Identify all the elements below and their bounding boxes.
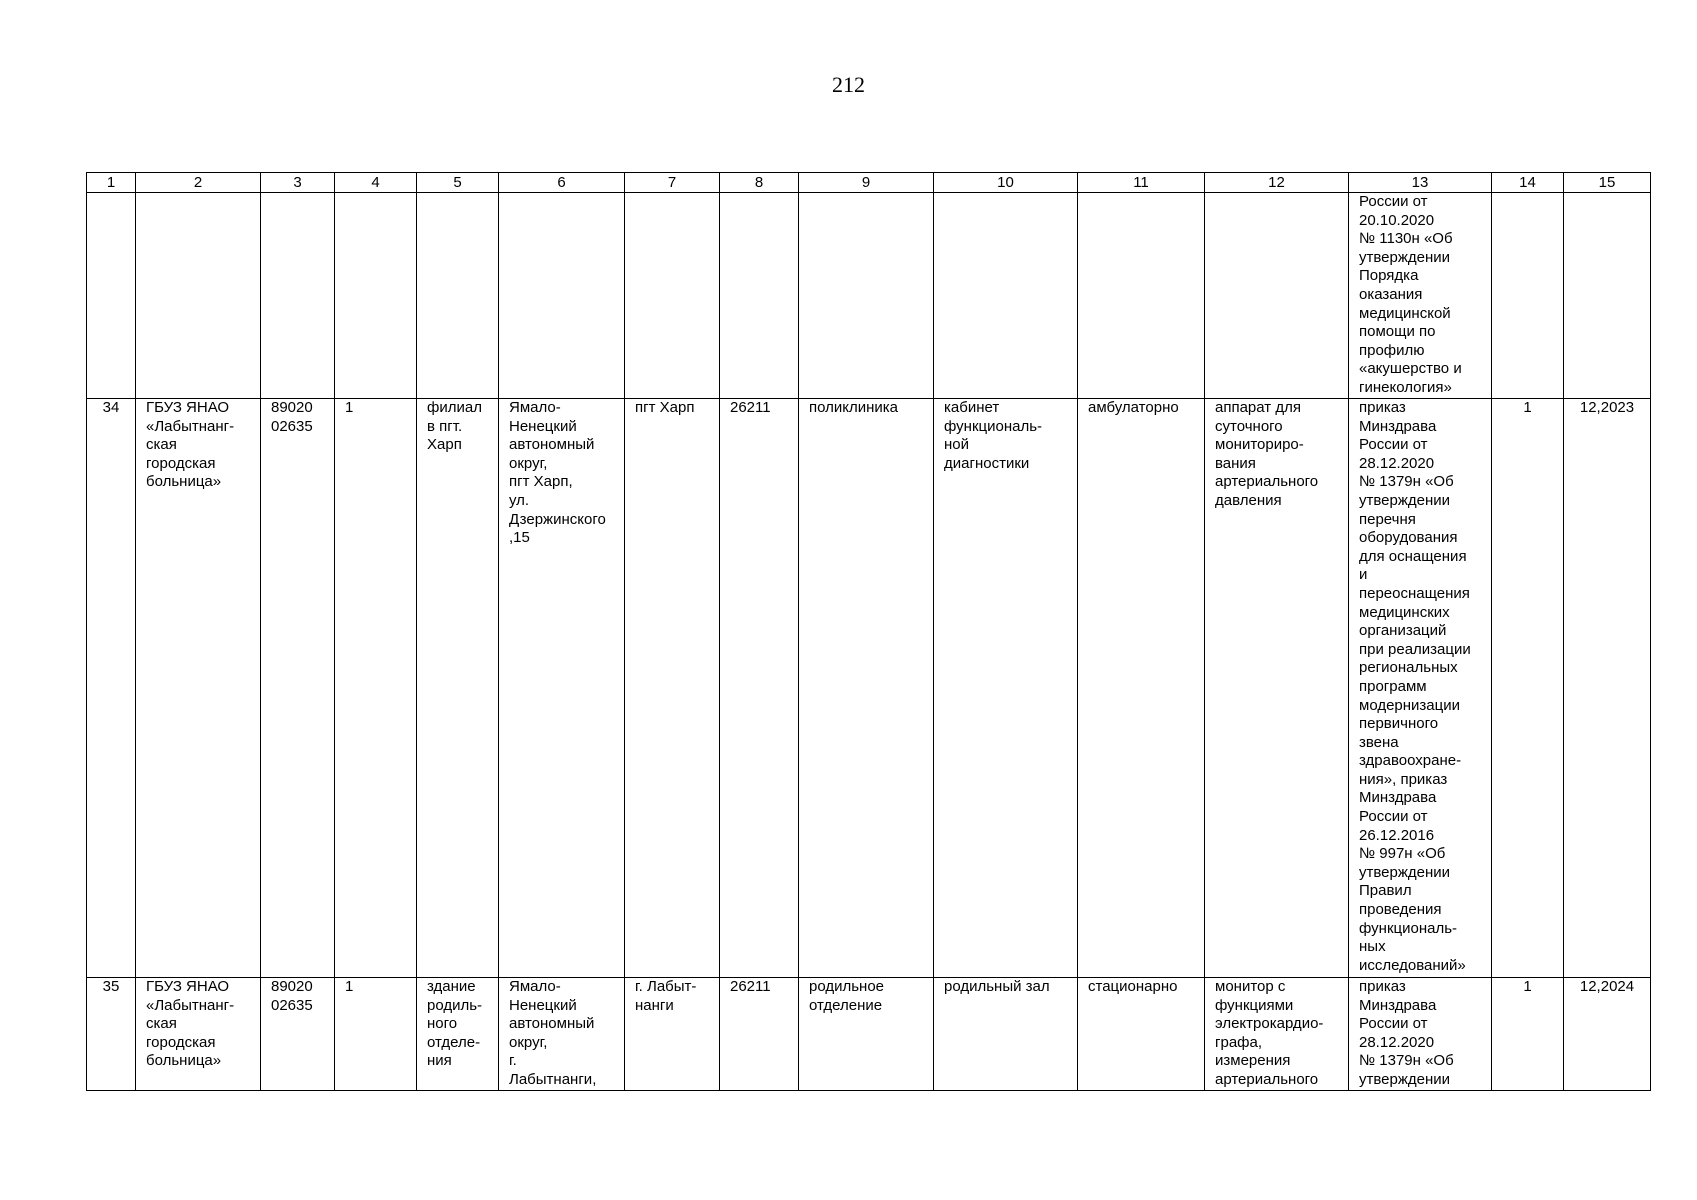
code-cell: 89020 02635 xyxy=(261,399,335,978)
table-cell: 26211 xyxy=(720,399,799,978)
column-number-row xyxy=(87,173,1651,193)
quantity-cell: 1 xyxy=(1492,978,1564,1091)
column-number: 6 xyxy=(499,173,625,193)
building-cell: филиал в пгт. Харп xyxy=(417,399,499,978)
column-number: 15 xyxy=(1564,173,1651,193)
building-cell: здание родиль- ного отделе- ния xyxy=(417,978,499,1091)
table-cell xyxy=(1492,193,1564,399)
department-cell: родильное отделение xyxy=(799,978,934,1091)
legal-basis-cell: приказ Минздрава России от 28.12.2020 № 1379н «Об утверждении перечня оборудования для оснащения и переоснащения медицинских организаций при реализации региональных программ модернизации первичного звена здравоохране- ния», приказ Минздрава России от 26.12.2016 № 997н «Об утверждении Правил проведения функциональ- ных исследований» xyxy=(1349,399,1492,978)
column-number: 5 xyxy=(417,173,499,193)
code-cell: 89020 02635 xyxy=(261,978,335,1091)
column-number: 7 xyxy=(625,173,720,193)
table-cell xyxy=(1564,193,1651,399)
column-number: 14 xyxy=(1492,173,1564,193)
table-cell xyxy=(499,193,625,399)
table-cell xyxy=(417,193,499,399)
equipment-cell: монитор с функциями электрокардио- графа, измерения артериального xyxy=(1205,978,1349,1091)
care-type-cell: амбулаторно xyxy=(1078,399,1205,978)
department-cell: поликлиника xyxy=(799,399,934,978)
column-number: 10 xyxy=(934,173,1078,193)
table-row-continuation xyxy=(87,193,1651,399)
address-cell: Ямало- Ненецкий автономный округ, г. Лабытнанги, xyxy=(499,978,625,1091)
table-cell xyxy=(625,193,720,399)
address-cell: Ямало- Ненецкий автономный округ, пгт Харп, ул. Дзержинского ,15 xyxy=(499,399,625,978)
data-table xyxy=(86,172,1651,1091)
column-number: 9 xyxy=(799,173,934,193)
table-cell xyxy=(136,193,261,399)
table-cell: 26211 xyxy=(720,978,799,1091)
legal-basis-cell: приказ Минздрава России от 28.12.2020 № 1379н «Об утверждении xyxy=(1349,978,1492,1091)
table-cell xyxy=(1205,193,1349,399)
room-cell: родильный зал xyxy=(934,978,1078,1091)
care-type-cell: стационарно xyxy=(1078,978,1205,1091)
column-number: 3 xyxy=(261,173,335,193)
table-row-34 xyxy=(87,399,1651,978)
table-cell xyxy=(1078,193,1205,399)
date-cell: 12,2024 xyxy=(1564,978,1651,1091)
room-cell: кабинет функциональ- ной диагностики xyxy=(934,399,1078,978)
table-cell: 1 xyxy=(335,978,417,1091)
locality-cell: г. Лабыт- нанги xyxy=(625,978,720,1091)
equipment-cell: аппарат для суточного мониториро- вания артериального давления xyxy=(1205,399,1349,978)
page-number: 212 xyxy=(832,72,865,97)
table-cell xyxy=(87,193,136,399)
table-cell: России от 20.10.2020 № 1130н «Об утверждении Порядка оказания медицинской помощи по профилю «акушерство и гинекология» xyxy=(1349,193,1492,399)
column-number: 2 xyxy=(136,173,261,193)
table-cell: 1 xyxy=(335,399,417,978)
column-number: 4 xyxy=(335,173,417,193)
quantity-cell: 1 xyxy=(1492,399,1564,978)
row-number-cell: 35 xyxy=(87,978,136,1091)
column-number: 13 xyxy=(1349,173,1492,193)
column-number: 11 xyxy=(1078,173,1205,193)
date-cell: 12,2023 xyxy=(1564,399,1651,978)
column-number: 12 xyxy=(1205,173,1349,193)
row-number-cell: 34 xyxy=(87,399,136,978)
column-number: 8 xyxy=(720,173,799,193)
table-cell xyxy=(261,193,335,399)
table-row-35 xyxy=(87,978,1651,1091)
table-cell xyxy=(335,193,417,399)
table-cell xyxy=(720,193,799,399)
table-cell xyxy=(934,193,1078,399)
organization-cell: ГБУЗ ЯНАО «Лабытнанг- ская городская больница» xyxy=(136,399,261,978)
organization-cell: ГБУЗ ЯНАО «Лабытнанг- ская городская больница» xyxy=(136,978,261,1091)
locality-cell: пгт Харп xyxy=(625,399,720,978)
column-number: 1 xyxy=(87,173,136,193)
table-cell xyxy=(799,193,934,399)
